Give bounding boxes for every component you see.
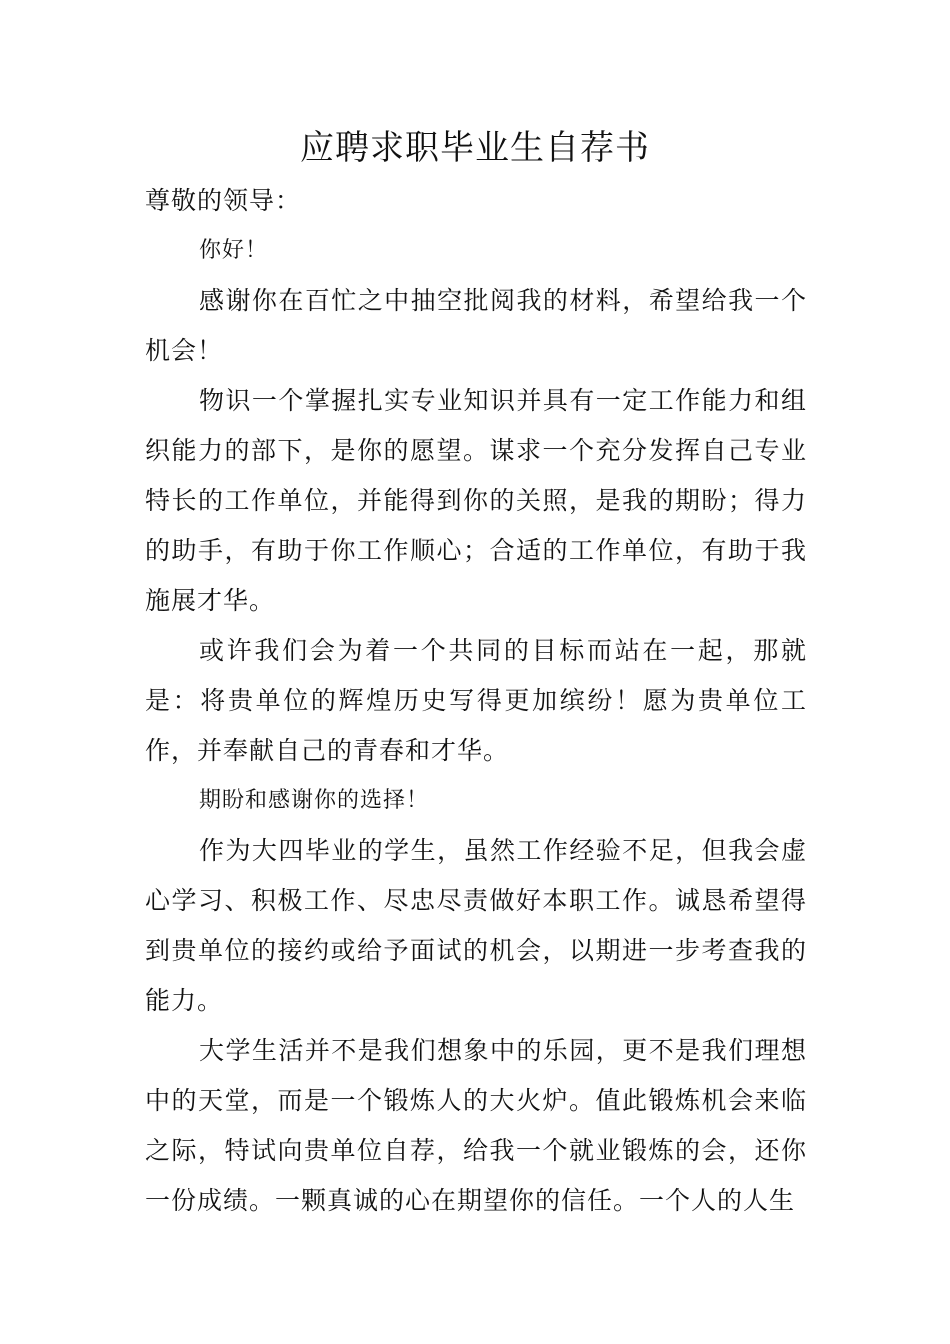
document-title: 应聘求职毕业生自荐书 [300,128,650,168]
body-paragraph: 感谢你在百忙之中抽空批阅我的材料，希望给我一个机会！ [145,286,807,365]
body-paragraph: 作为大四毕业的学生，虽然工作经验不足，但我会虚心学习、积极工作、尽忠尽责做好本职工作。诚恳希望得到贵单位的接约或给予面试的机会，以期进一步考查我的能力。 [145,836,807,1015]
body-paragraph: 期盼和感谢你的选择！ [199,788,430,813]
body-paragraph: 物识一个掌握扎实专业知识并具有一定工作能力和组织能力的部下，是你的愿望。谋求一个充分发挥自己专业特长的工作单位，并能得到你的关照，是我的期盼；得力的助手，有助于你工作顺心；合适的工作单位，有助于我施展才华。 [145,386,807,615]
body-paragraph: 或许我们会为着一个共同的目标而站在一起，那就是：将贵单位的辉煌历史写得更加缤纷！愿为贵单位工作，并奉献自己的青春和才华。 [145,636,807,765]
greeting-paragraph: 你好！ [199,238,269,263]
salutation: 尊敬的领导： [145,186,302,215]
letter-body [145,176,807,1226]
body-paragraph: 大学生活并不是我们想象中的乐园，更不是我们理想中的天堂，而是一个锻炼人的大火炉。值此锻炼机会来临之际，特试向贵单位自荐，给我一个就业锻炼的会，还你一份成绩。一颗真诚的心在期望你的信任。一个人的人生 [145,1036,807,1215]
